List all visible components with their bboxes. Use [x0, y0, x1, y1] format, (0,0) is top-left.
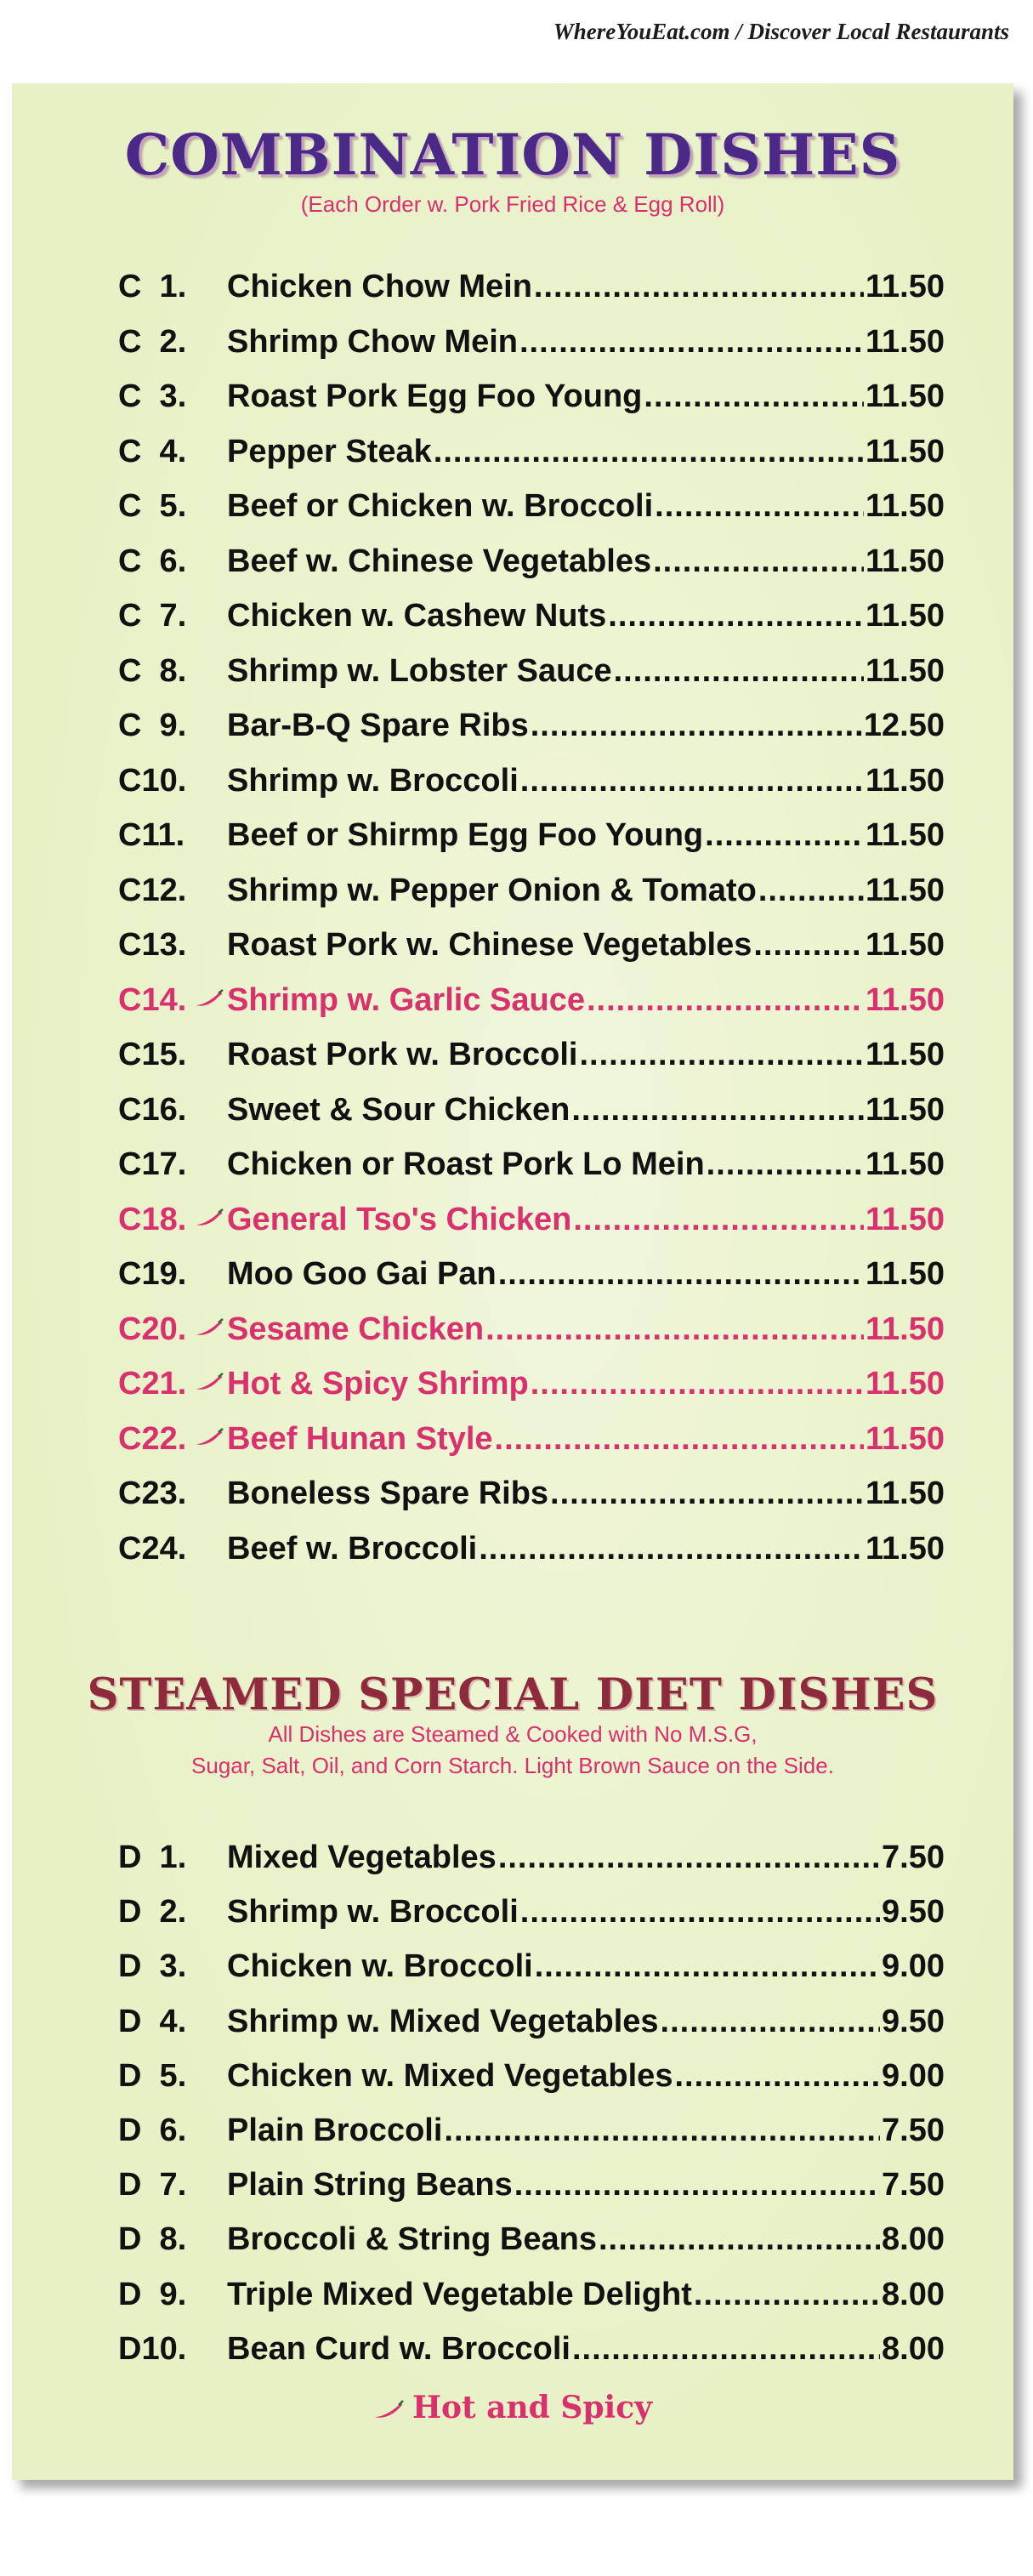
item-code [118, 763, 227, 799]
item-code [118, 434, 227, 470]
item-code-text: C 1. [118, 269, 187, 304]
dot-leader [572, 2331, 880, 2368]
item-name: Chicken w. Broccoli [227, 1948, 533, 1985]
dot-leader [758, 873, 864, 909]
item-name: Shrimp w. Broccoli [227, 762, 519, 799]
item-price: 11.50 [866, 1201, 945, 1237]
item-code-text: C12. [118, 872, 187, 908]
dot-leader [661, 2004, 881, 2040]
item-price: 9.00 [882, 2057, 945, 2094]
chili-pepper-icon [195, 1428, 224, 1447]
item-price: 11.50 [866, 1091, 945, 1128]
item-name: Mixed Vegetables [227, 1840, 497, 1875]
menu-item-row [118, 1092, 945, 1147]
chili-pepper-icon [195, 1318, 224, 1337]
dot-leader [531, 708, 862, 744]
item-price: 11.50 [866, 378, 945, 414]
item-code [118, 2277, 227, 2313]
item-name: Roast Pork Egg Foo Young [227, 378, 643, 414]
item-price: 11.50 [866, 269, 945, 304]
item-price: 11.50 [866, 762, 945, 799]
hot-and-spicy-legend [12, 2390, 1013, 2425]
menu-item-row [118, 1894, 945, 1948]
item-name: Beef Hunan Style [227, 1420, 493, 1457]
dot-leader [614, 653, 864, 690]
item-code-text: C20. [118, 1311, 187, 1347]
dot-leader [707, 1146, 864, 1183]
menu-item-row [118, 927, 945, 982]
item-code [118, 817, 227, 854]
item-code [118, 873, 227, 909]
item-code [118, 543, 227, 580]
menu-page [12, 83, 1013, 2480]
item-price: 11.50 [866, 981, 945, 1018]
item-name: Shrimp Chow Mein [227, 323, 518, 360]
dot-leader [573, 1202, 864, 1238]
item-price: 11.50 [866, 1146, 945, 1182]
diet-item-list [118, 1840, 945, 2386]
item-code [118, 2167, 227, 2204]
menu-item-row [118, 1366, 945, 1421]
dot-leader [608, 598, 864, 634]
item-code [118, 1476, 227, 1512]
menu-item-row [118, 2221, 945, 2276]
menu-item-row [118, 1948, 945, 2003]
item-code-text: C 5. [118, 488, 187, 524]
item-price: 7.50 [882, 2167, 945, 2204]
item-price: 11.50 [866, 1366, 945, 1402]
item-code [118, 1092, 227, 1129]
menu-item-row [118, 2113, 945, 2167]
menu-item-row [118, 653, 945, 708]
dot-leader [534, 269, 864, 305]
dot-leader [498, 1840, 880, 1876]
menu-item-row [118, 324, 945, 379]
item-code [118, 1366, 227, 1402]
item-code [118, 1421, 227, 1458]
menu-item-row [118, 1146, 945, 1202]
item-code-text: C10. [118, 762, 187, 799]
item-code-text: C 8. [118, 652, 187, 689]
item-name: Moo Goo Gai Pan [227, 1256, 497, 1292]
item-name: Hot & Spicy Shrimp [227, 1366, 529, 1402]
combination-subtitle: (Each Order w. Pork Fried Rice & Egg Roll) [300, 191, 725, 217]
menu-item-row [118, 2331, 945, 2386]
item-code-text: C 9. [118, 708, 187, 743]
item-name: General Tso's Chicken [227, 1201, 572, 1237]
dot-leader [498, 1256, 864, 1293]
diet-title: STEAMED SPECIAL DIET DISHES [87, 1669, 939, 1720]
item-name: Sweet & Sour Chicken [227, 1091, 570, 1128]
menu-item-row [118, 1202, 945, 1257]
dot-leader [519, 324, 864, 361]
item-price: 9.50 [882, 2003, 945, 2039]
dot-leader [587, 982, 864, 1019]
item-price: 11.50 [866, 872, 945, 908]
item-code-text: C13. [118, 927, 187, 963]
menu-item-row [118, 1476, 945, 1531]
dot-leader [520, 1894, 880, 1931]
item-name: Shrimp w. Garlic Sauce [227, 981, 585, 1018]
legend-label: Hot and Spicy [411, 2390, 653, 2425]
item-name: Plain String Beans [227, 2167, 513, 2204]
chili-pepper-icon [195, 1208, 224, 1227]
item-name: Pepper Steak [227, 433, 432, 469]
dot-leader [674, 2058, 880, 2095]
combination-item-list [118, 269, 945, 1585]
item-code-text: D 8. [118, 2221, 187, 2258]
item-code-text: C23. [118, 1476, 187, 1511]
item-name: Shrimp w. Pepper Onion & Tomato [227, 872, 757, 908]
item-price: 9.50 [882, 1894, 945, 1931]
item-code [118, 1037, 227, 1073]
site-caption: WhereYouEat.com / Discover Local Restaurants [553, 19, 1009, 44]
dot-leader [444, 2113, 880, 2149]
item-name: Roast Pork w. Broccoli [227, 1037, 578, 1072]
menu-item-row [118, 269, 945, 324]
item-code-text: C15. [118, 1037, 187, 1072]
menu-item-row [118, 2277, 945, 2331]
dot-leader [694, 2277, 880, 2313]
item-code-text: D 9. [118, 2276, 187, 2312]
dot-leader [495, 1421, 864, 1458]
item-name: Triple Mixed Vegetable Delight [227, 2276, 692, 2312]
item-code [118, 269, 227, 305]
diet-subtitle [12, 1719, 1013, 1782]
item-name: Chicken Chow Mein [227, 269, 532, 304]
item-code [118, 1256, 227, 1293]
item-code [118, 488, 227, 525]
dot-leader [479, 1531, 864, 1567]
item-name: Beef or Chicken w. Broccoli [227, 488, 654, 524]
item-code [118, 1311, 227, 1348]
item-name: Bar-B-Q Spare Ribs [227, 708, 529, 743]
item-code-text: C14. [118, 981, 187, 1018]
diet-subtitle-line2: Sugar, Salt, Oil, and Corn Starch. Light Brown Sauce on the Side. [191, 1753, 834, 1778]
menu-item-row [118, 488, 945, 543]
item-price: 11.50 [866, 1476, 945, 1511]
item-code-text: C16. [118, 1091, 187, 1128]
menu-item-row [118, 2167, 945, 2221]
menu-item-row [118, 1531, 945, 1586]
diet-subtitle-line1: All Dishes are Steamed & Cooked with No M.S.G, [268, 1721, 758, 1747]
item-price: 11.50 [866, 1256, 945, 1292]
item-price: 8.00 [882, 2276, 945, 2312]
item-price: 11.50 [866, 652, 945, 689]
item-name: Beef or Shirmp Egg Foo Young [227, 817, 704, 853]
item-price: 11.50 [866, 1420, 945, 1457]
item-name: Broccoli & String Beans [227, 2221, 597, 2258]
item-price: 12.50 [863, 708, 945, 743]
item-code [118, 2058, 227, 2095]
item-name: Boneless Spare Ribs [227, 1476, 549, 1511]
item-code-text: C17. [118, 1146, 187, 1182]
dot-leader [550, 1476, 864, 1512]
item-code [118, 1948, 227, 1985]
item-price: 9.00 [882, 1948, 945, 1985]
item-price: 11.50 [866, 927, 945, 963]
item-code [118, 927, 227, 964]
dot-leader [535, 1948, 880, 1985]
item-price: 8.00 [882, 2330, 945, 2367]
menu-item-row [118, 434, 945, 489]
item-name: Shrimp w. Mixed Vegetables [227, 2003, 659, 2039]
item-price: 11.50 [866, 323, 945, 360]
item-code [118, 708, 227, 744]
item-code [118, 2113, 227, 2149]
menu-item-row [118, 982, 945, 1038]
item-code [118, 1840, 227, 1876]
item-name: Plain Broccoli [227, 2112, 443, 2148]
dot-leader [753, 927, 864, 964]
item-price: 11.50 [866, 1311, 945, 1347]
item-code-text: C18. [118, 1201, 187, 1237]
dot-leader [579, 1037, 864, 1073]
chili-pepper-icon [195, 1373, 224, 1391]
dot-leader [434, 434, 864, 470]
dot-leader [705, 817, 864, 854]
chili-pepper-icon [373, 2400, 404, 2420]
item-code-text: C24. [118, 1530, 187, 1567]
menu-item-row [118, 1037, 945, 1092]
menu-item-row [118, 873, 945, 928]
item-code [118, 982, 227, 1019]
item-name: Shrimp w. Lobster Sauce [227, 652, 612, 689]
item-name: Beef w. Broccoli [227, 1530, 478, 1567]
chili-pepper-icon [195, 989, 224, 1008]
item-price: 8.00 [882, 2221, 945, 2258]
item-code-text: D 1. [118, 1840, 187, 1875]
item-price: 11.50 [866, 598, 945, 634]
item-code-text: C 2. [118, 323, 187, 360]
dot-leader [655, 488, 864, 525]
item-code-text: C 4. [118, 433, 187, 469]
item-code [118, 1146, 227, 1183]
item-code-text: C21. [118, 1366, 187, 1402]
item-code [118, 378, 227, 415]
item-code-text: D 7. [118, 2167, 187, 2204]
menu-item-row [118, 378, 945, 434]
item-code [118, 1202, 227, 1238]
item-name: Chicken w. Mixed Vegetables [227, 2057, 673, 2094]
menu-item-row [118, 543, 945, 599]
menu-item-row [118, 1311, 945, 1367]
item-code [118, 324, 227, 361]
item-code-text: C 3. [118, 378, 187, 414]
combination-title: COMBINATION DISHES [124, 122, 901, 188]
item-code-text: C19. [118, 1256, 187, 1292]
menu-item-row [118, 2058, 945, 2113]
menu-item-row [118, 708, 945, 763]
item-name: Shrimp w. Broccoli [227, 1894, 519, 1931]
dot-leader [485, 1311, 864, 1348]
item-code-text: D 6. [118, 2112, 187, 2148]
item-price: 7.50 [882, 1840, 945, 1875]
menu-item-row [118, 817, 945, 873]
menu-item-row [118, 2004, 945, 2058]
menu-item-row [118, 1256, 945, 1311]
dot-leader [644, 378, 864, 415]
dot-leader [653, 543, 864, 580]
item-code [118, 598, 227, 634]
dot-leader [599, 2221, 880, 2258]
menu-item-row [118, 763, 945, 818]
item-name: Chicken w. Cashew Nuts [227, 598, 607, 634]
item-code-text: D 5. [118, 2057, 187, 2094]
dot-leader [531, 1366, 864, 1402]
item-code [118, 2331, 227, 2368]
item-price: 7.50 [882, 2112, 945, 2148]
item-code [118, 2221, 227, 2258]
item-price: 11.50 [866, 817, 945, 853]
item-price: 11.50 [866, 543, 945, 579]
menu-item-row [118, 598, 945, 653]
item-price: 11.50 [866, 488, 945, 524]
menu-item-row [118, 1840, 945, 1894]
item-price: 11.50 [866, 1530, 945, 1567]
item-code [118, 1531, 227, 1567]
item-code-text: D 3. [118, 1948, 187, 1985]
item-code [118, 1894, 227, 1931]
item-code-text: C11. [118, 817, 185, 853]
menu-item-row [118, 1421, 945, 1476]
dot-leader [520, 763, 864, 799]
item-code-text: C22. [118, 1420, 187, 1457]
item-name: Sesame Chicken [227, 1311, 485, 1347]
item-code-text: C 7. [118, 598, 187, 634]
item-name: Chicken or Roast Pork Lo Mein [227, 1146, 705, 1182]
item-price: 11.50 [866, 433, 945, 469]
item-code-text: D 2. [118, 1894, 187, 1931]
dot-leader [571, 1092, 864, 1129]
item-code-text: D 4. [118, 2003, 187, 2039]
item-code [118, 2004, 227, 2040]
item-name: Roast Pork w. Chinese Vegetables [227, 927, 752, 963]
item-name: Beef w. Chinese Vegetables [227, 543, 652, 579]
item-code [118, 653, 227, 690]
dot-leader [514, 2167, 880, 2204]
item-name: Bean Curd w. Broccoli [227, 2330, 570, 2367]
item-price: 11.50 [866, 1037, 945, 1072]
item-code-text: C 6. [118, 543, 187, 579]
item-code-text: D10. [118, 2330, 187, 2367]
